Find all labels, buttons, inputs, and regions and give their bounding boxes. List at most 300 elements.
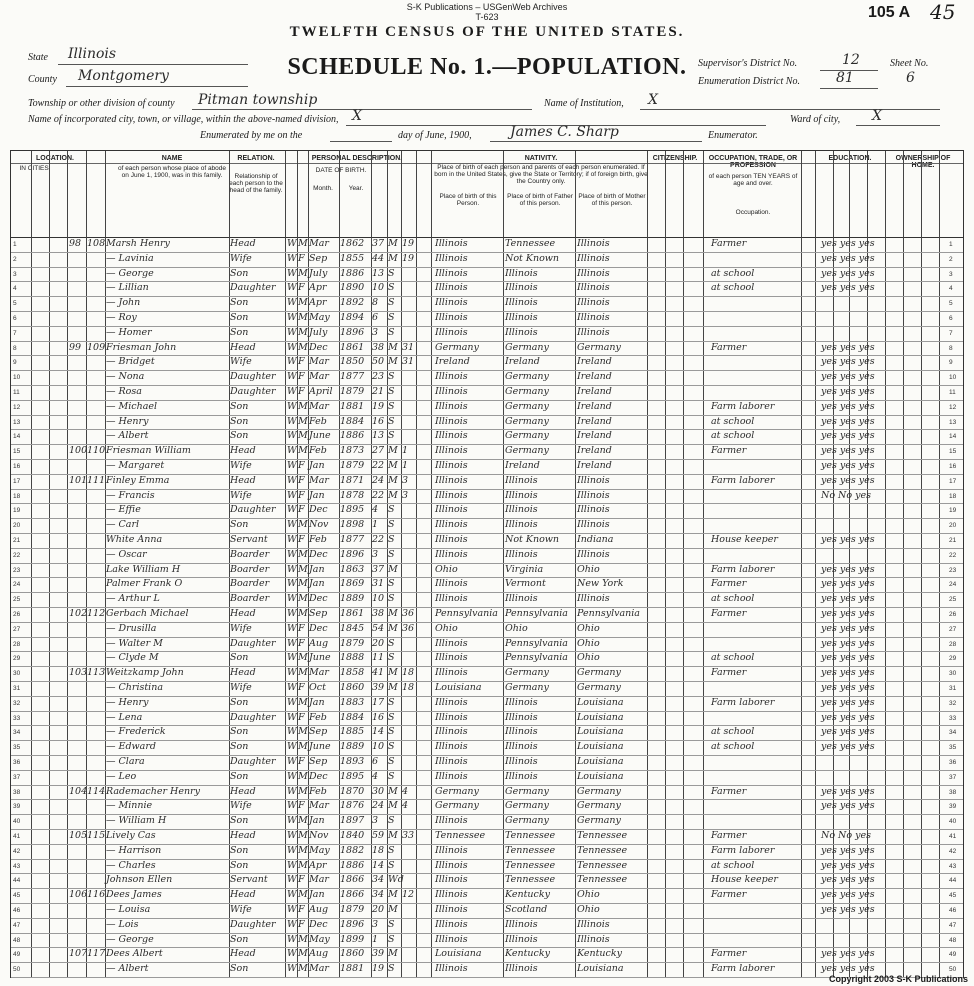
- cell-year: 1892: [340, 297, 365, 309]
- row-number: 41: [13, 833, 21, 840]
- cell-fam: 111: [87, 474, 106, 486]
- row-number-right: 41: [949, 833, 957, 840]
- cell-yrs: 3: [402, 474, 409, 486]
- cell-mother: Ireland: [577, 430, 612, 442]
- cell-age: 1: [372, 933, 379, 945]
- cell-dw: 102: [69, 608, 88, 619]
- cell-fam: 115: [87, 830, 106, 841]
- cell-color: W: [287, 415, 297, 427]
- cell-sex: F: [298, 474, 305, 486]
- cell-rel: Servant: [230, 874, 268, 886]
- cell-color: W: [287, 622, 297, 634]
- cell-age: 1: [372, 519, 379, 531]
- row-number: 26: [13, 611, 21, 618]
- caption-nativity: Place of birth of each person and parents of each person enumerated. If born in the United States, give the State or Territory; if of foreign birth, give the Country only.: [434, 164, 648, 185]
- cell-mother: Ireland: [577, 356, 612, 368]
- cell-rel: Daughter: [230, 504, 276, 516]
- cell-color: W: [287, 267, 297, 279]
- row-number: 47: [13, 921, 21, 929]
- cell-father: Illinois: [505, 504, 538, 516]
- cell-rel: Son: [230, 770, 249, 782]
- cell-father: Illinois: [505, 741, 538, 753]
- cell-age: 54: [372, 622, 385, 634]
- cell-sex: M: [298, 844, 308, 856]
- cell-mother: Germany: [577, 815, 621, 827]
- cell-mar: S: [388, 415, 395, 427]
- cell-mar: M: [388, 474, 398, 486]
- cell-birth: Louisiana: [435, 682, 482, 693]
- cell-age: 24: [372, 474, 385, 486]
- cell-father: Kentucky: [505, 948, 550, 960]
- row-number-right: 32: [949, 699, 957, 707]
- cell-fam: 114: [87, 785, 106, 797]
- caption-relation: Relationship of each person to the head of the family.: [229, 173, 283, 194]
- cell-mar: S: [388, 652, 395, 664]
- cell-color: W: [287, 770, 297, 782]
- cell-month: Dec: [309, 918, 328, 930]
- cell-mar: M: [388, 238, 398, 249]
- row-number-right: 20: [949, 522, 957, 530]
- cell-mother: Tennessee: [577, 874, 628, 886]
- caption-month: Month.: [313, 185, 333, 192]
- row-number-right: 36: [949, 759, 957, 766]
- cell-color: W: [287, 948, 297, 960]
- cell-edu: yes yes yes: [821, 267, 875, 279]
- column-divider: [885, 151, 886, 977]
- cell-name: — Leo: [106, 770, 137, 782]
- cell-mother: Ireland: [577, 415, 612, 427]
- cell-year: 1893: [340, 756, 365, 767]
- cell-birth: Illinois: [435, 297, 468, 309]
- row-number-right: 18: [949, 492, 957, 500]
- cell-mar: M: [388, 622, 398, 634]
- cell-year: 1886: [340, 430, 365, 442]
- cell-mar: M: [388, 341, 398, 353]
- cell-mar: S: [388, 918, 395, 930]
- cell-sex: F: [298, 800, 305, 812]
- cell-mother: Louisiana: [577, 963, 624, 975]
- cell-name: — Louisa: [106, 904, 151, 915]
- cell-sex: M: [298, 519, 308, 531]
- cell-birth: Illinois: [435, 859, 468, 871]
- cell-father: Virginia: [505, 563, 544, 575]
- cell-birth: Illinois: [435, 282, 468, 294]
- cell-age: 20: [372, 637, 385, 649]
- cell-mother: Ohio: [577, 637, 600, 649]
- cell-sex: F: [298, 622, 305, 634]
- cell-mother: Ireland: [577, 460, 612, 471]
- cell-year: 1871: [340, 474, 365, 486]
- cell-yrs: 19: [402, 238, 415, 249]
- cell-color: W: [287, 341, 297, 353]
- cell-rel: Wife: [230, 356, 252, 368]
- cell-mother: Ireland: [577, 400, 612, 412]
- cell-month: Sep: [309, 608, 328, 619]
- cell-name: Friesman William: [106, 445, 191, 457]
- cell-age: 24: [372, 800, 385, 812]
- cell-rel: Boarder: [230, 578, 270, 590]
- cell-rel: Daughter: [230, 637, 276, 649]
- cell-mother: Illinois: [577, 312, 610, 323]
- cell-sex: F: [298, 874, 305, 886]
- cell-color: W: [287, 386, 297, 397]
- cell-edu: No No yes: [821, 830, 871, 841]
- cell-sex: M: [298, 608, 308, 619]
- row-number: 21: [13, 537, 21, 544]
- cell-birth: Germany: [435, 341, 479, 353]
- cell-year: 1877: [340, 371, 365, 383]
- cell-name: Lake William H: [106, 563, 181, 575]
- cell-month: Mar: [309, 800, 329, 812]
- cell-birth: Illinois: [435, 815, 468, 827]
- cell-yrs: 36: [402, 622, 415, 634]
- enumerator-value: James C. Sharp: [510, 124, 619, 140]
- cell-month: Mar: [309, 371, 329, 383]
- cell-occ: at school: [711, 741, 755, 753]
- cell-month: Jan: [309, 489, 325, 501]
- cell-father: Illinois: [505, 770, 538, 782]
- row-number: 46: [13, 907, 21, 914]
- cell-rel: Head: [230, 445, 256, 457]
- cell-month: July: [309, 267, 328, 279]
- cell-year: 1897: [340, 815, 365, 827]
- cell-father: Germany: [505, 341, 549, 353]
- cell-mar: M: [388, 948, 398, 960]
- cell-mother: Germany: [577, 667, 621, 679]
- cell-yrs: 36: [402, 608, 415, 619]
- cell-father: Tennessee: [505, 874, 556, 886]
- cell-color: W: [287, 785, 297, 797]
- column-divider: [86, 151, 87, 977]
- cell-mar: S: [388, 696, 395, 708]
- cell-birth: Illinois: [435, 637, 468, 649]
- cell-year: 1889: [340, 593, 365, 605]
- column-divider: [801, 151, 802, 977]
- page-letter: A: [898, 4, 911, 21]
- cell-color: W: [287, 933, 297, 945]
- cell-name: — Albert: [106, 430, 149, 442]
- cell-year: 1894: [340, 312, 365, 323]
- cell-yrs: 4: [402, 800, 409, 812]
- row-number-right: 50: [949, 966, 957, 974]
- cell-color: W: [287, 312, 297, 323]
- cell-color: W: [287, 519, 297, 531]
- cell-edu: yes yes yes: [821, 948, 875, 960]
- cell-edu: yes yes yes: [821, 800, 875, 812]
- schedule-title: SCHEDULE No. 1.—POPULATION.: [287, 54, 687, 80]
- cell-color: W: [287, 859, 297, 871]
- cell-age: 6: [372, 312, 379, 323]
- cell-year: 1882: [340, 844, 365, 856]
- cell-occ: Farm laborer: [711, 844, 775, 856]
- cell-name: Gerbach Michael: [106, 608, 189, 619]
- cell-year: 1896: [340, 918, 365, 930]
- cell-edu: yes yes yes: [821, 563, 875, 575]
- cell-birth: Illinois: [435, 267, 468, 279]
- cell-color: W: [287, 889, 297, 901]
- cell-color: W: [287, 282, 297, 294]
- row-number: 16: [13, 463, 21, 470]
- row-number-right: 14: [949, 433, 957, 441]
- cell-father: Illinois: [505, 312, 538, 323]
- group-relation: RELATION.: [237, 155, 275, 162]
- cell-father: Illinois: [505, 963, 538, 975]
- cell-year: 1869: [340, 578, 365, 590]
- cell-age: 6: [372, 756, 379, 767]
- cell-mother: Kentucky: [577, 948, 622, 960]
- cell-fam: 112: [87, 608, 106, 619]
- cell-edu: yes yes yes: [821, 652, 875, 664]
- cell-color: W: [287, 682, 297, 693]
- city-value: X: [352, 108, 362, 124]
- row-number-right: 35: [949, 744, 957, 752]
- cell-dw: 104: [69, 785, 88, 797]
- cell-dw: 98: [69, 238, 82, 249]
- cell-age: 3: [372, 548, 379, 560]
- township-value: Pitman township: [198, 92, 318, 108]
- cell-birth: Illinois: [435, 519, 468, 531]
- cell-rel: Servant: [230, 534, 268, 545]
- cell-color: W: [287, 297, 297, 309]
- cell-year: 1863: [340, 563, 365, 575]
- column-divider: [49, 151, 50, 977]
- cell-birth: Tennessee: [435, 830, 486, 841]
- cell-sex: M: [298, 889, 308, 901]
- cell-father: Illinois: [505, 326, 538, 338]
- row-number-right: 49: [949, 951, 957, 959]
- cell-mother: Louisiana: [577, 770, 624, 782]
- cell-birth: Illinois: [435, 844, 468, 856]
- cell-edu: yes yes yes: [821, 874, 875, 886]
- cell-age: 37: [372, 238, 385, 249]
- cell-yrs: 18: [402, 667, 415, 679]
- cell-mother: Louisiana: [577, 711, 624, 723]
- cell-month: Dec: [309, 622, 328, 634]
- cell-sex: F: [298, 504, 305, 516]
- cell-sex: F: [298, 534, 305, 545]
- cell-mar: M: [388, 667, 398, 679]
- cell-month: Feb: [309, 785, 327, 797]
- cell-mother: Germany: [577, 785, 621, 797]
- row-number: 28: [13, 640, 21, 648]
- cell-birth: Illinois: [435, 933, 468, 945]
- cell-color: W: [287, 356, 297, 368]
- cell-color: W: [287, 593, 297, 605]
- cell-rel: Wife: [230, 682, 252, 693]
- cell-rel: Wife: [230, 622, 252, 634]
- caption-birth-mother: Place of birth of Mother of this person.: [578, 193, 646, 207]
- cell-birth: Pennsylvania: [435, 608, 498, 619]
- cell-age: 41: [372, 667, 385, 679]
- cell-age: 17: [372, 696, 385, 708]
- cell-rel: Head: [230, 830, 256, 841]
- cell-mar: S: [388, 534, 395, 545]
- cell-birth: Illinois: [435, 711, 468, 723]
- cell-color: W: [287, 474, 297, 486]
- cell-age: 50: [372, 356, 385, 368]
- cell-sex: M: [298, 696, 308, 708]
- group-education: EDUCATION.: [828, 155, 872, 162]
- row-number: 42: [13, 847, 21, 855]
- row-number: 35: [13, 744, 21, 752]
- cell-occ: Farm laborer: [711, 474, 775, 486]
- cell-birth: Illinois: [435, 252, 468, 264]
- cell-color: W: [287, 608, 297, 619]
- cell-name: — Drusilla: [106, 622, 157, 634]
- row-number: 25: [13, 596, 21, 604]
- cell-mar: S: [388, 756, 395, 767]
- cell-edu: yes yes yes: [821, 696, 875, 708]
- cell-father: Illinois: [505, 726, 538, 738]
- cell-year: 1878: [340, 489, 365, 501]
- row-number: 22: [13, 551, 21, 559]
- cell-month: Mar: [309, 238, 329, 249]
- cell-edu: yes yes yes: [821, 474, 875, 486]
- cell-rel: Head: [230, 608, 256, 619]
- cell-rel: Son: [230, 933, 249, 945]
- cell-rel: Son: [230, 430, 249, 442]
- cell-father: Germany: [505, 667, 549, 679]
- cell-birth: Illinois: [435, 904, 468, 915]
- cell-yrs: 19: [402, 252, 415, 264]
- row-number-right: 2: [949, 255, 953, 263]
- cell-sex: F: [298, 682, 305, 693]
- cell-month: Mar: [309, 400, 329, 412]
- cell-age: 44: [372, 252, 385, 264]
- cell-year: 1888: [340, 652, 365, 664]
- row-number: 48: [13, 936, 21, 944]
- cell-mar: S: [388, 297, 395, 309]
- cell-year: 1870: [340, 785, 365, 797]
- cell-age: 8: [372, 297, 379, 309]
- cell-age: 27: [372, 445, 385, 457]
- cell-birth: Germany: [435, 800, 479, 812]
- group-personal-description: PERSONAL DESCRIPTION.: [311, 155, 403, 162]
- cell-name: Palmer Frank O: [106, 578, 183, 590]
- row-number-right: 29: [949, 655, 957, 663]
- cell-age: 59: [372, 830, 385, 841]
- cell-father: Illinois: [505, 297, 538, 309]
- cell-color: W: [287, 563, 297, 575]
- cell-fam: 117: [87, 948, 106, 960]
- cell-edu: yes yes yes: [821, 637, 875, 649]
- cell-rel: Son: [230, 726, 249, 738]
- cell-mother: Illinois: [577, 489, 610, 501]
- cell-sex: M: [298, 563, 308, 575]
- cell-mother: Indiana: [577, 534, 614, 545]
- cell-mar: S: [388, 326, 395, 338]
- cell-rel: Head: [230, 889, 256, 901]
- cell-rel: Boarder: [230, 593, 270, 605]
- cell-father: Illinois: [505, 696, 538, 708]
- cell-color: W: [287, 400, 297, 412]
- cell-color: W: [287, 460, 297, 471]
- cell-father: Illinois: [505, 267, 538, 279]
- cell-year: 1866: [340, 874, 365, 886]
- cell-age: 38: [372, 341, 385, 353]
- cell-sex: M: [298, 785, 308, 797]
- cell-edu: yes yes yes: [821, 622, 875, 634]
- cell-sex: F: [298, 756, 305, 767]
- cell-rel: Wife: [230, 252, 252, 264]
- cell-rel: Son: [230, 741, 249, 753]
- cell-father: Germany: [505, 815, 549, 827]
- column-divider: [67, 151, 68, 977]
- cell-sex: M: [298, 238, 308, 249]
- cell-name: — Bridget: [106, 356, 155, 368]
- cell-mother: Ohio: [577, 652, 600, 664]
- publisher-line-2: T-623: [475, 12, 499, 22]
- cell-color: W: [287, 504, 297, 516]
- cell-year: 1866: [340, 889, 365, 901]
- row-number: 6: [13, 315, 17, 322]
- cell-month: Jan: [309, 460, 325, 471]
- cell-edu: yes yes yes: [821, 445, 875, 457]
- cell-sex: M: [298, 430, 308, 442]
- row-number: 4: [13, 285, 17, 293]
- cell-sex: M: [298, 667, 308, 679]
- cell-edu: yes yes yes: [821, 785, 875, 797]
- cell-age: 13: [372, 430, 385, 442]
- cell-yrs: 1: [402, 445, 409, 457]
- row-number-right: 8: [949, 344, 953, 352]
- cell-color: W: [287, 652, 297, 664]
- cell-month: Mar: [309, 667, 329, 679]
- ward-label: Ward of city,: [790, 114, 841, 125]
- cell-mother: Ohio: [577, 563, 600, 575]
- column-divider: [665, 151, 666, 977]
- row-number-right: 30: [949, 670, 957, 678]
- caption-occupation-sub: Occupation.: [735, 209, 771, 216]
- cell-sex: M: [298, 445, 308, 457]
- sheet-no-value: 6: [906, 70, 915, 86]
- cell-mar: S: [388, 519, 395, 531]
- cell-rel: Son: [230, 815, 249, 827]
- cell-occ: Farm laborer: [711, 400, 775, 412]
- cell-rel: Head: [230, 948, 256, 960]
- column-divider: [431, 151, 432, 977]
- cell-age: 19: [372, 963, 385, 975]
- row-number-right: 9: [949, 359, 953, 367]
- row-number: 24: [13, 581, 21, 589]
- column-divider: [815, 151, 816, 977]
- row-number: 12: [13, 403, 21, 411]
- cell-month: Sep: [309, 252, 328, 264]
- cell-age: 4: [372, 770, 379, 782]
- cell-month: July: [309, 326, 328, 338]
- cell-mar: M: [388, 785, 398, 797]
- row-number-right: 37: [949, 773, 957, 781]
- row-number: 11: [13, 389, 20, 396]
- cell-birth: Illinois: [435, 430, 468, 442]
- cell-mother: Germany: [577, 800, 621, 812]
- cell-mar: M: [388, 682, 398, 693]
- row-number: 18: [13, 492, 21, 500]
- row-number-right: 31: [949, 685, 957, 692]
- row-number-right: 1: [949, 241, 953, 248]
- cell-birth: Illinois: [435, 889, 468, 901]
- cell-birth: Illinois: [435, 770, 468, 782]
- cell-name: — Charles: [106, 859, 156, 871]
- cell-month: Nov: [309, 830, 329, 841]
- cell-mother: Illinois: [577, 918, 610, 930]
- cell-birth: Illinois: [435, 918, 468, 930]
- row-number: 9: [13, 359, 17, 367]
- row-number: 37: [13, 773, 21, 781]
- cell-sex: M: [298, 548, 308, 560]
- cell-sex: F: [298, 904, 305, 915]
- cell-sex: M: [298, 341, 308, 353]
